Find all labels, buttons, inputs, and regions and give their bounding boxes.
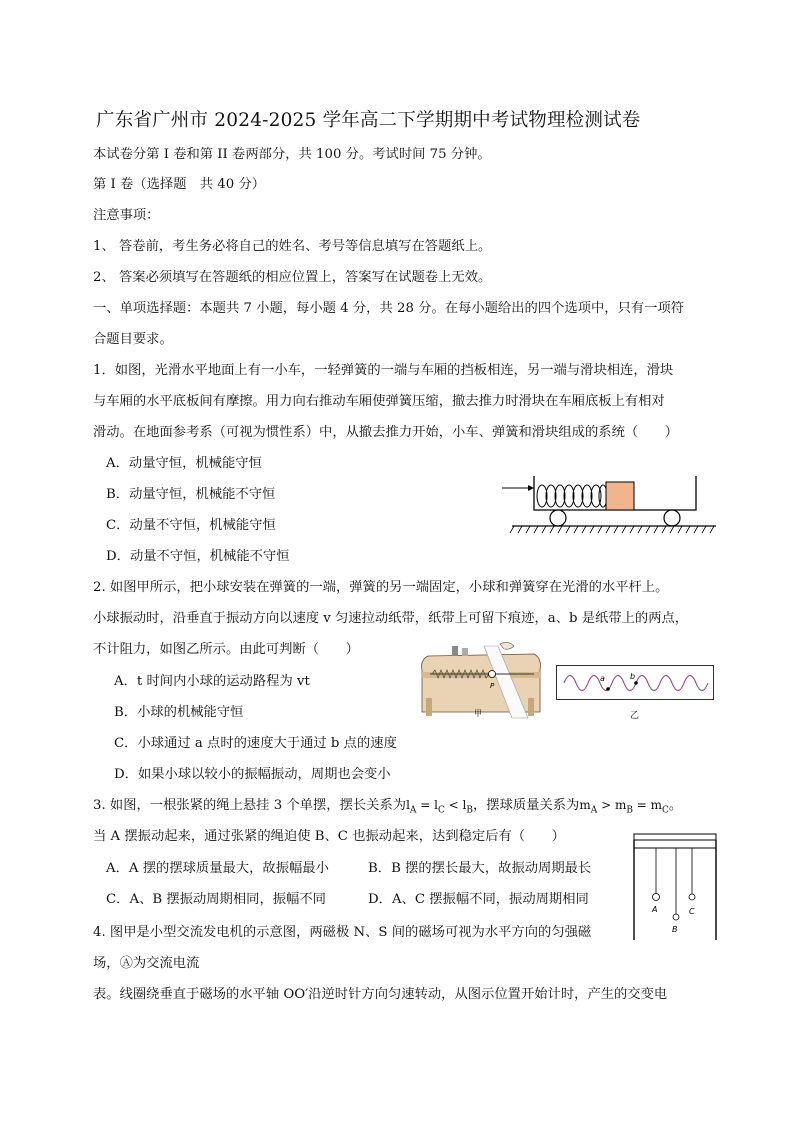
q3-stem-line2: 当 A 摆振动起来，通过张紧的绳迫使 B、C 也振动起来，达到稳定后有（ ） — [93, 829, 565, 844]
q3-stem-mid: ，摆球质量关系为 — [472, 798, 580, 813]
q3-option-d: D．A、C 摆振幅不同，振动周期相同 — [368, 892, 589, 907]
q2-option-b: B．小球的机械能守恒 — [114, 705, 244, 720]
q3-label-b: B — [672, 925, 678, 934]
q1-cart-figure — [500, 470, 720, 540]
q1-option-c: C．动量不守恒，机械能守恒 — [106, 518, 276, 533]
notice-item-1: 1、 答卷前，考生务必将自己的姓名、考号等信息填写在答题纸上。 — [93, 239, 492, 254]
q3-stem-line1 — [93, 799, 682, 815]
notice-item-2: 2、 答案必须填写在答题纸的相应位置上，答案写在试题卷上无效。 — [93, 270, 492, 285]
q1-stem-line1: 1．如图，光滑水平地面上有一小车，一轻弹簧的一端与车厢的挡板相连，另一端与滑块相连，滑块 — [93, 363, 674, 378]
part1-heading: 第 I 卷（选择题 共 40 分） — [93, 177, 266, 192]
q3-option-c: C．A、B 摆振动周期相同，振幅不同 — [106, 892, 326, 907]
q2-label-b: b — [630, 672, 636, 681]
q2-stem-line1: 2. 如图甲所示，把小球安装在弹簧的一端，弹簧的另一端固定，小球和弹簧穿在光滑的水平杆上。 — [93, 580, 669, 595]
q2-figure-yi — [556, 665, 714, 705]
q4-stem-line3: 表。线圈绕垂直于磁场的水平轴 OO′沿逆时针方向匀速转动，从图示位置开始计时，产生的交变电 — [93, 987, 668, 1002]
q4-stem-line2: 场，Ⓐ为交流电流 — [93, 956, 200, 971]
q1-stem-line2: 与车厢的水平底板间有摩擦。用力向右推动车厢使弹簧压缩，撤去推力时滑块在车厢底板上有相对 — [93, 394, 665, 409]
q2-stem-line2: 小球振动时，沿垂直于振动方向以速度 v 匀速拉动纸带，纸带上可留下痕迹，a、b 是纸带上的两点， — [93, 611, 689, 626]
q1-stem-line3: 滑动。在地面参考系（可视为惯性系）中，从撤去推力开始，小车、弹簧和滑块组成的系统（ ） — [93, 425, 679, 440]
q1-option-a: A．动量守恒，机械能守恒 — [106, 456, 262, 471]
q2-option-d: D．如果小球以较小的振幅振动，周期也会变小 — [114, 767, 391, 782]
q2-label-a: a — [600, 674, 605, 683]
q1-option-b: B．动量守恒，机械能不守恒 — [106, 487, 276, 502]
q3-option-a: A．A 摆的摆球质量最大，故振幅最小 — [106, 861, 329, 876]
q2-option-c: C．小球通过 a 点时的速度大于通过 b 点的速度 — [114, 736, 397, 751]
page-title: 广东省广州市 2024-2025 学年高二下学期期中考试物理检测试卷 — [96, 110, 641, 131]
q2-option-a: A．t 时间内小球的运动路程为 vt — [114, 674, 310, 689]
q3-stem-pre: 3. 如图，一根张紧的绳上悬挂 3 个单摆，摆长关系为 — [93, 798, 407, 813]
q4-stem-line1: 4. 图甲是小型交流发电机的示意图，两磁极 N、S 间的磁场可视为水平方向的匀强磁 — [93, 925, 592, 940]
q3-label-a: A — [652, 905, 658, 914]
notice-heading: 注意事项： — [93, 208, 160, 223]
q3-mass-relation: $m_A > m_B = m_C$ — [579, 798, 669, 816]
q3-stem-end: 。 — [668, 798, 683, 813]
section1-heading-cont: 合题目要求。 — [93, 332, 173, 347]
q1-option-d: D．动量不守恒，机械能不守恒 — [106, 549, 290, 564]
q3-pendulum-figure — [630, 830, 720, 942]
q2-fig-jia-label: 甲 — [474, 709, 482, 718]
section1-heading: 一、单项选择题：本题共 7 小题，每小题 4 分，共 28 分。在每小题给出的四个选项中，只有一项符 — [93, 301, 685, 316]
q2-stem-line3: 不计阻力，如图乙所示。由此可判断（ ） — [93, 642, 359, 657]
q3-label-c: C — [689, 907, 695, 916]
q3-option-b: B．B 摆的摆长最大，故振动周期最长 — [368, 861, 592, 876]
q2-label-p: P — [490, 682, 495, 690]
intro-text: 本试卷分第 I 卷和第 II 卷两部分，共 100 分。考试时间 75 分钟。 — [93, 147, 491, 162]
q2-fig-yi-label: 乙 — [630, 711, 640, 721]
q3-length-relation: $l_A = l_C < l_B$ — [406, 798, 473, 816]
